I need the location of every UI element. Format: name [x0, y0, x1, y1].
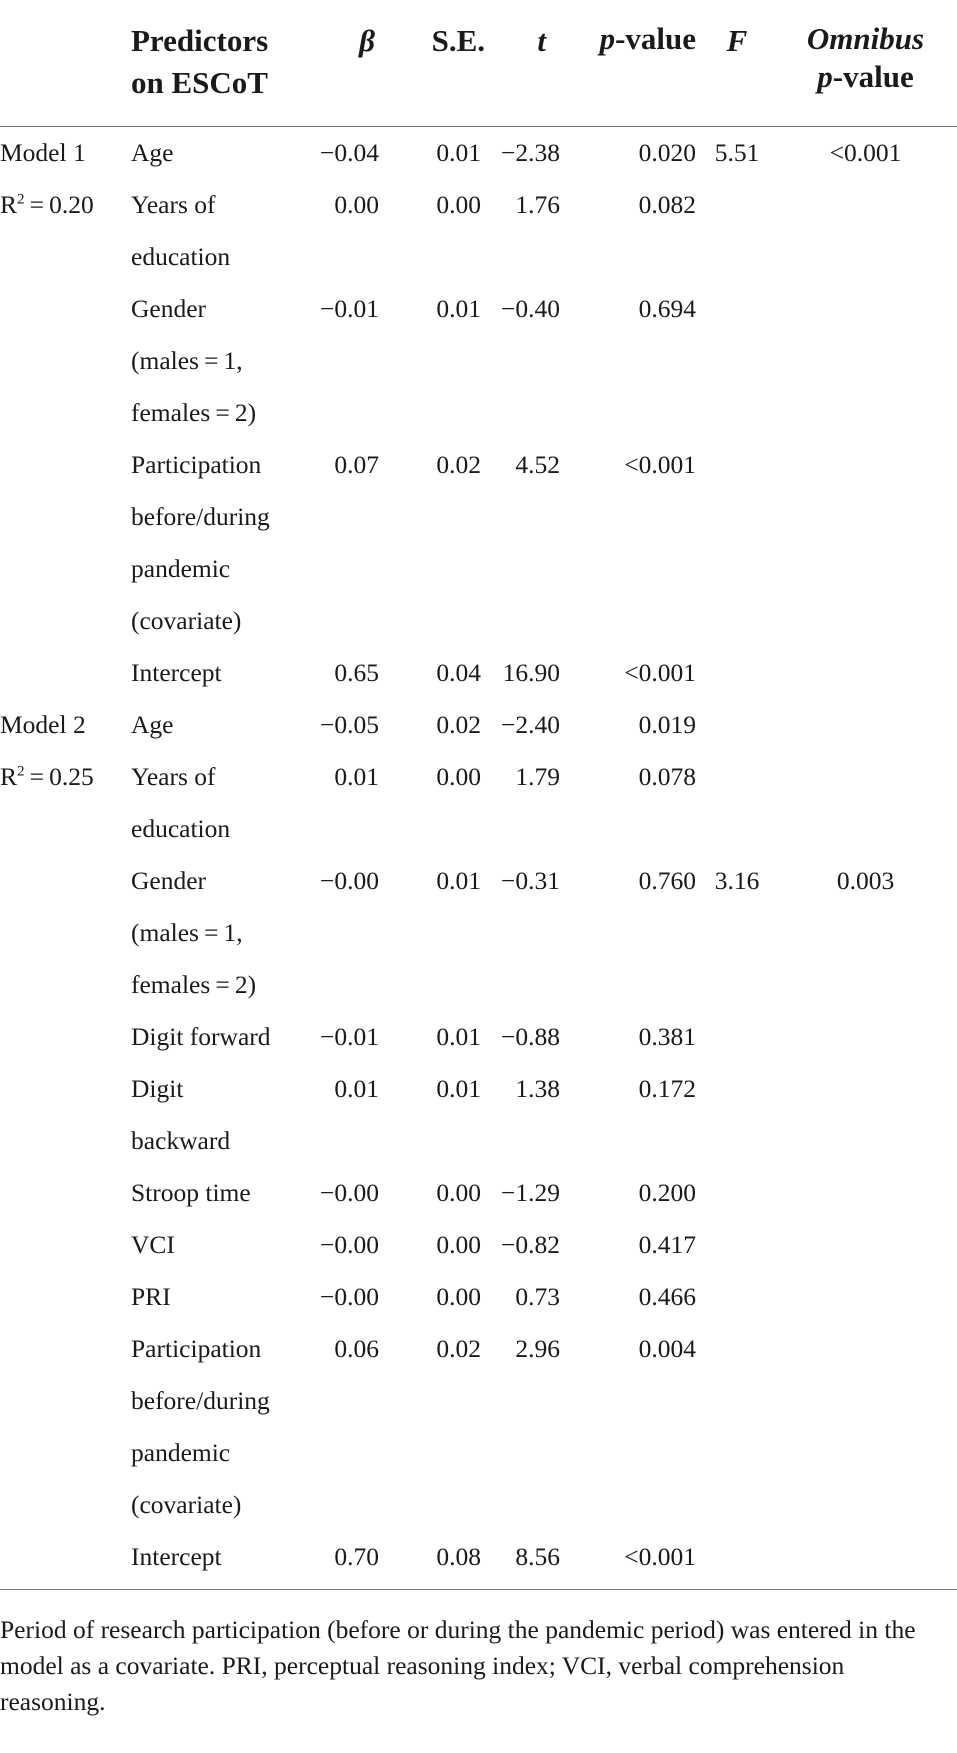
cell-f: [700, 699, 774, 751]
cell-p: <0.001: [624, 1542, 696, 1571]
cell-p: <0.001: [624, 658, 696, 687]
cell-omnibus: [774, 1219, 957, 1271]
cell-predictor: Participation before/during pandemic (covariate): [131, 450, 270, 635]
header-beta-text: β: [359, 23, 375, 58]
cell-beta: 0.06: [334, 1334, 379, 1363]
cell-f: [700, 179, 774, 283]
cell-f: [700, 1011, 774, 1063]
cell-t: 0.73: [515, 1282, 560, 1311]
cell-beta: 0.00: [334, 190, 379, 219]
cell-f: [700, 1167, 774, 1219]
cell-f: [700, 751, 774, 855]
cell-f: [700, 439, 774, 647]
cell-omnibus: [774, 439, 957, 647]
cell-beta: −0.00: [319, 1282, 379, 1311]
table-row: [0, 1063, 957, 1167]
cell-se: 0.00: [436, 190, 481, 219]
cell-se: 0.08: [436, 1542, 481, 1571]
cell-model: [0, 647, 131, 699]
cell-omnibus: <0.001: [829, 138, 902, 167]
cell-omnibus: [774, 1167, 957, 1219]
header-t-text: t: [537, 23, 546, 58]
cell-se: 0.00: [436, 762, 481, 791]
cell-omnibus: [774, 699, 957, 751]
cell-predictor: Digit backward: [131, 1074, 231, 1155]
cell-model: [0, 283, 131, 439]
cell-beta: −0.00: [319, 1230, 379, 1259]
cell-se: 0.01: [436, 866, 481, 895]
cell-p: 0.019: [638, 710, 696, 739]
table-row: [0, 1219, 957, 1271]
cell-t: −0.88: [500, 1022, 560, 1051]
cell-se: 0.01: [436, 138, 481, 167]
cell-omnibus: [774, 1063, 957, 1167]
cell-f: [700, 1323, 774, 1531]
cell-t: 1.79: [515, 762, 560, 791]
cell-t: −0.82: [500, 1230, 560, 1259]
cell-se: 0.02: [436, 1334, 481, 1363]
cell-predictor: Gender (males = 1, females = 2): [131, 294, 257, 427]
cell-p: 0.417: [638, 1230, 696, 1259]
cell-t: −0.40: [500, 294, 560, 323]
cell-omnibus: [774, 1323, 957, 1531]
cell-beta: 0.70: [334, 1542, 379, 1571]
cell-f: [700, 283, 774, 439]
cell-se: 0.04: [436, 658, 481, 687]
cell-model: Model 1: [0, 138, 86, 167]
cell-omnibus: [774, 283, 957, 439]
cell-predictor: Years of education: [131, 762, 231, 843]
cell-se: 0.01: [436, 1074, 481, 1103]
header-omnibus-word: Omnibus: [806, 21, 925, 56]
cell-predictor: Years of education: [131, 190, 231, 271]
cell-beta: −0.04: [319, 138, 379, 167]
cell-f: 3.16: [714, 866, 760, 895]
cell-t: 16.90: [502, 658, 560, 687]
table-row: [0, 1531, 957, 1589]
header-beta: [296, 0, 397, 127]
cell-p: 0.020: [638, 138, 696, 167]
header-t: [485, 0, 568, 127]
cell-model: [0, 1531, 131, 1589]
table-row: [0, 179, 957, 283]
header-p-suffix: -value: [615, 21, 696, 56]
header-p-value: [568, 0, 700, 127]
cell-f: [700, 647, 774, 699]
table-row: [0, 751, 957, 855]
cell-beta: 0.01: [334, 1074, 379, 1103]
table-row: [0, 1011, 957, 1063]
table-body: [0, 127, 957, 1590]
cell-predictor: Age: [131, 138, 174, 167]
cell-omnibus: [774, 1271, 957, 1323]
cell-p: 0.082: [638, 190, 696, 219]
cell-p: 0.200: [638, 1178, 696, 1207]
cell-f: [700, 1063, 774, 1167]
cell-omnibus: [774, 1011, 957, 1063]
cell-model: [0, 1063, 131, 1167]
cell-beta: 0.01: [334, 762, 379, 791]
cell-f: [700, 1271, 774, 1323]
cell-model: [0, 1271, 131, 1323]
table-header: [0, 0, 957, 127]
cell-predictor: Digit forward: [131, 1022, 271, 1051]
table-row: [0, 855, 957, 1011]
cell-se: 0.01: [436, 294, 481, 323]
cell-omnibus: [774, 179, 957, 283]
cell-predictor: Stroop time: [131, 1178, 251, 1207]
cell-se: 0.00: [436, 1282, 481, 1311]
cell-beta: −0.01: [319, 294, 379, 323]
header-omnibus-suffix: -value: [832, 59, 914, 94]
cell-predictor: VCI: [131, 1230, 175, 1259]
cell-model: Model 2: [0, 710, 86, 739]
cell-omnibus: [774, 1531, 957, 1589]
cell-predictor: Intercept: [131, 1542, 222, 1571]
table-row: [0, 647, 957, 699]
table-row: [0, 1167, 957, 1219]
header-p-letter: p: [599, 21, 616, 56]
cell-t: 4.52: [515, 450, 560, 479]
cell-predictor: Gender (males = 1, females = 2): [131, 866, 257, 999]
cell-p: <0.001: [624, 450, 696, 479]
table-row: [0, 439, 957, 647]
cell-p: 0.078: [638, 762, 696, 791]
cell-t: 1.76: [515, 190, 560, 219]
header-f-text: F: [726, 23, 748, 58]
cell-model: [0, 1167, 131, 1219]
header-model: [0, 0, 131, 127]
cell-omnibus: 0.003: [836, 866, 895, 895]
cell-p: 0.760: [638, 866, 696, 895]
cell-t: −0.31: [500, 866, 560, 895]
table-row: [0, 699, 957, 751]
cell-beta: −0.00: [319, 866, 379, 895]
cell-f: [700, 1531, 774, 1589]
cell-model: $R^2 = 0.20$: [0, 190, 94, 219]
cell-t: −1.29: [500, 1178, 560, 1207]
cell-beta: 0.65: [334, 658, 379, 687]
cell-p: 0.694: [638, 294, 696, 323]
cell-f: [700, 1219, 774, 1271]
cell-model: [0, 1219, 131, 1271]
cell-omnibus: [774, 647, 957, 699]
cell-se: 0.02: [436, 710, 481, 739]
table-footnote: Period of research participation (before or during the pandemic period) was entered in the model as a covariate. PRI, perceptual reasoning index; VCI, verbal comprehension reasoning.: [0, 1615, 916, 1716]
cell-p: 0.381: [638, 1022, 696, 1051]
header-omnibus: [774, 0, 957, 127]
table-row: [0, 127, 957, 180]
cell-model: $R^2 = 0.25$: [0, 762, 94, 791]
cell-beta: −0.01: [319, 1022, 379, 1051]
cell-f: 5.51: [714, 138, 760, 167]
cell-predictor: PRI: [131, 1282, 171, 1311]
cell-omnibus: [774, 751, 957, 855]
cell-model: [0, 439, 131, 647]
cell-t: −2.40: [500, 710, 560, 739]
cell-p: 0.004: [638, 1334, 696, 1363]
header-omnibus-p: p: [817, 59, 833, 94]
table-row: [0, 283, 957, 439]
header-predictors: [131, 0, 296, 127]
cell-predictor: Participation before/during pandemic (covariate): [131, 1334, 270, 1519]
header-f: [700, 0, 774, 127]
cell-beta: −0.05: [319, 710, 379, 739]
cell-se: 0.00: [436, 1230, 481, 1259]
cell-beta: 0.07: [334, 450, 379, 479]
cell-se: 0.00: [436, 1178, 481, 1207]
table-row: [0, 1271, 957, 1323]
cell-p: 0.172: [638, 1074, 696, 1103]
cell-predictor: Age: [131, 710, 174, 739]
cell-t: 8.56: [515, 1542, 560, 1571]
cell-predictor: Intercept: [131, 658, 222, 687]
cell-model: [0, 855, 131, 1011]
table-row: [0, 1323, 957, 1531]
cell-se: 0.02: [436, 450, 481, 479]
cell-beta: −0.00: [319, 1178, 379, 1207]
cell-model: [0, 1323, 131, 1531]
cell-p: 0.466: [638, 1282, 696, 1311]
cell-model: [0, 1011, 131, 1063]
header-se: [397, 0, 485, 127]
cell-se: 0.01: [436, 1022, 481, 1051]
header-se-text: S.E.: [431, 23, 485, 58]
cell-t: −2.38: [500, 138, 560, 167]
header-predictors-text: Predictors on ESCoT: [131, 23, 269, 100]
cell-t: 2.96: [515, 1334, 560, 1363]
cell-t: 1.38: [515, 1074, 560, 1103]
